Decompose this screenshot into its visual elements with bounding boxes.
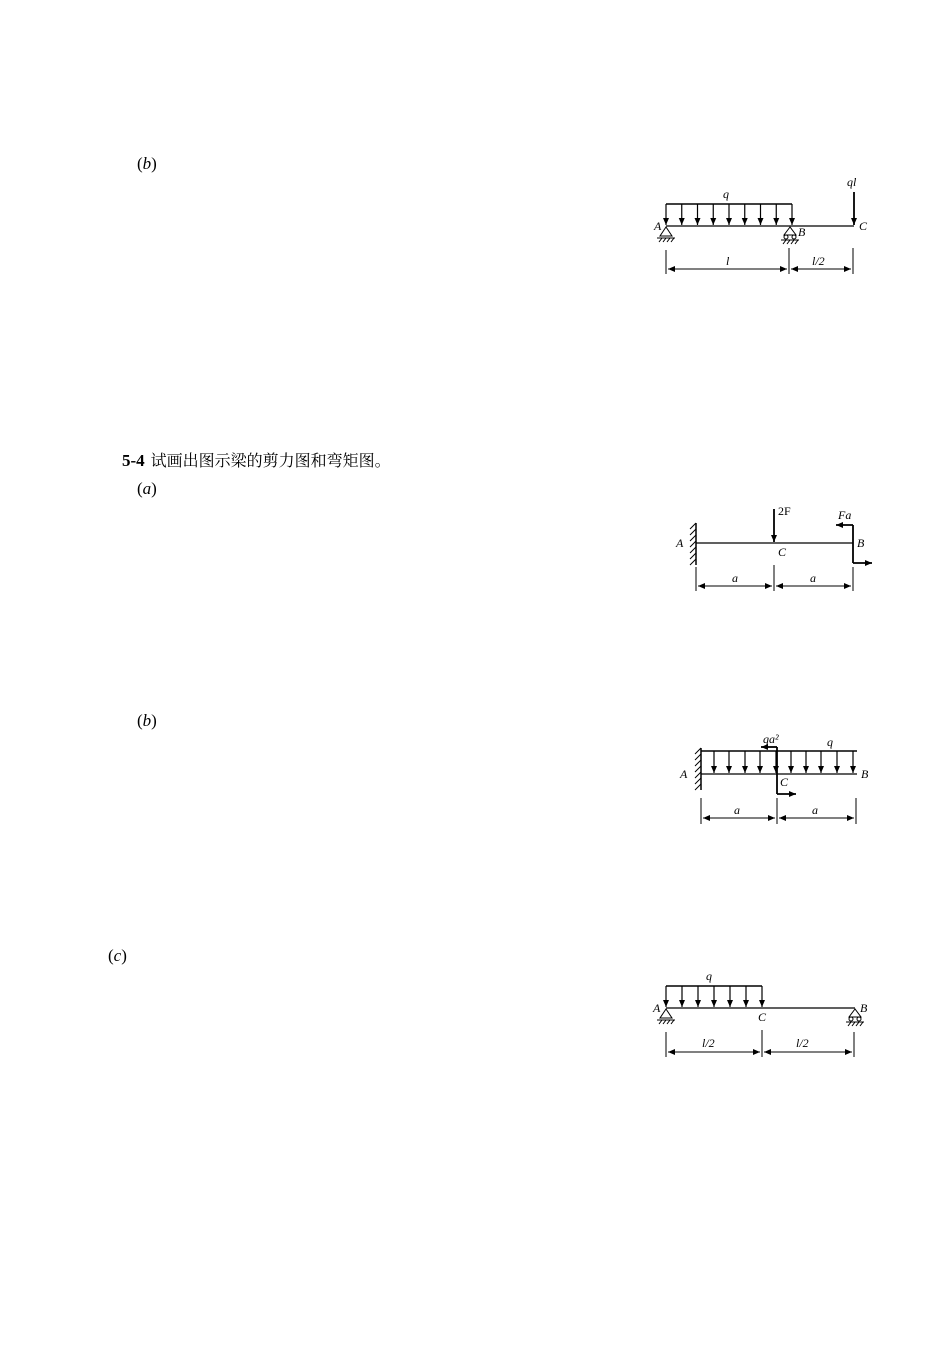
paren-open: ( xyxy=(137,479,143,498)
moment-label: qa² xyxy=(763,732,779,746)
figure-label-b2 xyxy=(137,711,157,731)
paren-close: ) xyxy=(151,711,157,730)
paren-open: ( xyxy=(108,946,114,965)
dimension-lines xyxy=(696,565,853,591)
dimension-label-1: a xyxy=(732,571,738,585)
paren-open: ( xyxy=(137,154,143,173)
point-label-c: C xyxy=(780,775,789,789)
point-load-label: 2F xyxy=(778,504,791,518)
paren-close: ) xyxy=(121,946,127,965)
label-letter: a xyxy=(142,479,152,498)
figure-label-c xyxy=(108,946,127,966)
moment-label: Fa xyxy=(838,508,852,522)
point-label-a: A xyxy=(676,536,684,550)
distributed-load-arrows xyxy=(666,204,792,225)
problem-text: 试画出图示梁的剪力图和弯矩图。 xyxy=(150,451,391,470)
couple-moment-b xyxy=(836,525,872,563)
distributed-load-arrows xyxy=(666,986,762,1007)
point-label-a: A xyxy=(653,1001,661,1015)
load-label-q: q xyxy=(827,735,833,749)
point-label-b: B xyxy=(861,767,869,781)
dimension-label-2: l/2 xyxy=(796,1036,809,1050)
beam-diagram-b1 xyxy=(640,170,880,285)
fixed-support-a xyxy=(695,748,701,790)
dimension-label-1: a xyxy=(734,803,740,817)
dimension-label-2: a xyxy=(812,803,818,817)
fixed-support-a xyxy=(690,523,696,565)
paren-open: ( xyxy=(137,711,143,730)
roller-support-b xyxy=(781,227,799,244)
point-label-a: A xyxy=(680,767,688,781)
label-letter: b xyxy=(142,711,152,730)
dimension-lines xyxy=(701,798,856,824)
label-letter: c xyxy=(113,946,122,965)
point-load-label: ql xyxy=(847,175,857,189)
point-label-c: C xyxy=(758,1010,767,1024)
label-letter: b xyxy=(142,154,152,173)
distributed-load-arrows xyxy=(714,751,853,773)
dimension-lines xyxy=(666,1030,854,1057)
dimension-label-1: l xyxy=(726,254,730,268)
load-label-q: q xyxy=(706,969,712,983)
paren-close: ) xyxy=(151,479,157,498)
dimension-label-2: a xyxy=(810,571,816,585)
point-label-b: B xyxy=(798,225,806,239)
beam-diagram-b2 xyxy=(665,728,890,833)
dimension-lines xyxy=(666,248,853,274)
figure-label-a xyxy=(137,479,157,499)
beam-diagram-a xyxy=(660,495,890,600)
dimension-label-1: l/2 xyxy=(702,1036,715,1050)
load-label-q: q xyxy=(723,187,729,201)
point-label-a: A xyxy=(654,219,662,233)
beam-diagram-c xyxy=(640,962,880,1067)
problem-title xyxy=(122,448,391,471)
point-label-c: C xyxy=(778,545,787,559)
point-label-b: B xyxy=(857,536,865,550)
dimension-label-2: l/2 xyxy=(812,254,825,268)
point-label-c: C xyxy=(859,219,868,233)
problem-number: 5-4 xyxy=(122,451,145,470)
figure-label-b1 xyxy=(137,154,157,174)
point-label-b: B xyxy=(860,1001,868,1015)
paren-close: ) xyxy=(151,154,157,173)
